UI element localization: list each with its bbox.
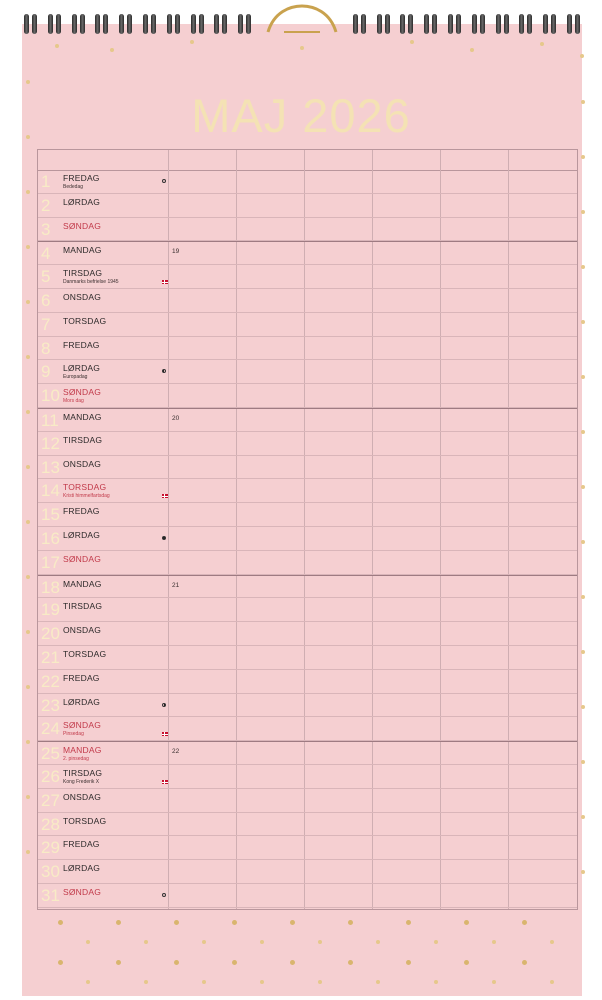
spiral-ring (400, 14, 413, 40)
decorative-dot (376, 980, 380, 984)
decorative-dot (318, 940, 322, 944)
week-number: 19 (172, 248, 180, 256)
decorative-dot (26, 465, 30, 469)
day-name: SØNDAG (63, 387, 102, 398)
decorative-dot (581, 540, 585, 544)
spiral-ring (377, 14, 390, 40)
decorative-dot (110, 48, 114, 52)
spiral-ring (448, 14, 461, 40)
day-row[interactable] (38, 741, 577, 765)
day-number: 11 (41, 411, 59, 430)
spiral-ring (24, 14, 37, 40)
day-row[interactable] (38, 694, 577, 718)
decorative-dot (410, 40, 414, 44)
day-row[interactable] (38, 789, 577, 813)
week-number: 21 (172, 581, 180, 589)
day-number: 29 (41, 838, 60, 858)
day-number: 9 (41, 362, 51, 382)
decorative-dot (434, 980, 438, 984)
decorative-dot (290, 960, 295, 965)
decorative-dot (144, 940, 148, 944)
decorative-dot (581, 760, 585, 764)
day-number: 22 (41, 671, 60, 691)
decorative-dot (581, 595, 585, 599)
moon-phase-icon (162, 536, 166, 540)
day-number: 6 (41, 291, 51, 310)
decorative-dot (116, 960, 121, 965)
day-row[interactable] (38, 456, 577, 480)
decorative-dot (581, 870, 585, 874)
spiral-ring (543, 14, 556, 40)
holiday-note: Mors dag (63, 398, 84, 405)
day-number: 16 (41, 529, 60, 548)
decorative-dot (406, 960, 411, 965)
day-name: TORSDAG (63, 482, 107, 493)
decorative-dot (174, 960, 179, 965)
decorative-dot (26, 685, 30, 689)
spiral-ring (238, 14, 251, 40)
day-row[interactable] (38, 646, 577, 670)
spiral-ring (519, 14, 532, 40)
day-row[interactable] (38, 432, 577, 456)
decorative-dot (260, 980, 264, 984)
day-name: ONSDAG (63, 458, 102, 469)
day-name: TORSDAG (63, 815, 107, 826)
decorative-dot (581, 815, 585, 819)
day-name: LØRDAG (63, 696, 101, 707)
day-row[interactable] (38, 860, 577, 884)
spiral-ring (48, 14, 61, 40)
day-name: TORSDAG (63, 649, 107, 659)
decorative-dot (116, 920, 121, 925)
decorative-dot (434, 940, 438, 944)
decorative-dot (26, 300, 30, 304)
decorative-dot (26, 245, 30, 249)
spiral-rings (24, 14, 580, 40)
decorative-dot (26, 520, 30, 524)
holiday-note: Danmarks befrielse 1945 (63, 279, 119, 286)
day-row[interactable] (38, 337, 577, 361)
day-name: FREDAG (63, 839, 100, 850)
decorative-dot (581, 155, 585, 159)
day-name: SØNDAG (63, 553, 102, 564)
day-number: 1 (41, 172, 51, 191)
day-name: MANDAG (63, 412, 102, 422)
day-row[interactable] (38, 527, 577, 551)
decorative-dot (376, 940, 380, 944)
day-number: 2 (41, 195, 51, 215)
decorative-dot (202, 940, 206, 944)
decorative-dot (26, 190, 30, 194)
day-number: 18 (41, 577, 60, 597)
day-name: MANDAG (63, 745, 102, 756)
decorative-dot (202, 980, 206, 984)
day-number: 15 (41, 505, 60, 525)
calendar-grid (37, 149, 578, 910)
decorative-dot (464, 960, 469, 965)
day-number: 23 (41, 695, 60, 715)
day-number: 26 (41, 767, 60, 786)
danish-flag-icon (162, 280, 168, 284)
day-name: MANDAG (63, 245, 102, 256)
day-row[interactable] (38, 241, 577, 265)
spiral-ring (72, 14, 85, 40)
decorative-dot (26, 795, 30, 799)
holiday-note: Kong Frederik X (63, 779, 100, 785)
day-number: 5 (41, 267, 51, 287)
decorative-dot (26, 575, 30, 579)
day-name: ONSDAG (63, 791, 102, 802)
day-row[interactable] (38, 265, 577, 289)
day-number: 14 (41, 481, 60, 501)
decorative-dot (290, 920, 295, 925)
holiday-note: Kristi himmelfartsdag (63, 493, 110, 500)
holiday-note: Bededag (63, 184, 84, 190)
spiral-ring (119, 14, 132, 40)
hanger-gap (262, 14, 342, 40)
day-row[interactable] (38, 289, 577, 313)
day-number: 3 (41, 219, 51, 239)
day-number: 20 (41, 624, 60, 644)
day-number: 28 (41, 814, 60, 834)
decorative-dot (318, 980, 322, 984)
day-number: 25 (41, 744, 60, 764)
decorative-dot (464, 920, 469, 925)
day-name: LØRDAG (63, 530, 101, 540)
day-row[interactable] (38, 813, 577, 837)
grid-header-row (38, 150, 577, 171)
decorative-dot (581, 705, 585, 709)
decorative-dot (232, 920, 237, 925)
day-row[interactable] (38, 836, 577, 860)
decorative-dot (550, 940, 554, 944)
day-row[interactable] (38, 575, 577, 599)
day-number: 7 (41, 314, 51, 334)
day-name: FREDAG (63, 173, 100, 183)
day-name: TIRSDAG (63, 434, 103, 445)
day-row[interactable] (38, 479, 577, 503)
decorative-dot (492, 980, 496, 984)
day-number: 8 (41, 338, 51, 358)
danish-flag-icon (162, 732, 168, 736)
decorative-dot (26, 850, 30, 854)
decorative-dot (58, 960, 63, 965)
moon-phase-icon (162, 179, 166, 183)
day-name: TIRSDAG (63, 601, 103, 612)
day-number: 10 (41, 386, 60, 406)
day-row[interactable] (38, 218, 577, 242)
spiral-binding (0, 0, 602, 44)
day-name: TORSDAG (63, 315, 107, 326)
decorative-dot (406, 920, 411, 925)
day-number: 17 (41, 552, 60, 572)
day-row[interactable] (38, 384, 577, 408)
day-number: 13 (41, 457, 60, 477)
holiday-note: Pinsedag (63, 731, 84, 738)
decorative-dot (550, 980, 554, 984)
day-row[interactable] (38, 408, 577, 432)
decorative-dot (26, 410, 30, 414)
decorative-dot (86, 980, 90, 984)
decorative-dot (58, 920, 63, 925)
day-row[interactable] (38, 360, 577, 384)
day-row[interactable] (38, 551, 577, 575)
decorative-dot (581, 430, 585, 434)
day-name: MANDAG (63, 578, 102, 589)
day-name: LØRDAG (63, 863, 101, 874)
day-row[interactable] (38, 884, 577, 908)
decorative-dot (581, 375, 585, 379)
moon-phase-icon (162, 369, 166, 373)
day-number: 31 (41, 886, 60, 905)
decorative-dot (470, 48, 474, 52)
spiral-ring (143, 14, 156, 40)
day-row[interactable] (38, 503, 577, 527)
decorative-dot (55, 44, 59, 48)
danish-flag-icon (162, 494, 168, 498)
day-row[interactable] (38, 670, 577, 694)
decorative-dot (144, 980, 148, 984)
danish-flag-icon (162, 780, 168, 784)
holiday-note: 2. pinsedag (63, 756, 89, 763)
day-name: ONSDAG (63, 292, 102, 302)
decorative-dot (581, 650, 585, 654)
decorative-dot (86, 940, 90, 944)
decorative-dot (348, 960, 353, 965)
day-row[interactable] (38, 622, 577, 646)
day-row[interactable] (38, 717, 577, 741)
day-number: 4 (41, 244, 51, 264)
decorative-dot (348, 920, 353, 925)
day-name: ONSDAG (63, 625, 102, 636)
decorative-dot (190, 40, 194, 44)
spiral-ring (167, 14, 180, 40)
week-number: 22 (172, 748, 180, 756)
decorative-dot (26, 355, 30, 359)
day-number: 30 (41, 862, 60, 882)
decorative-dot (540, 42, 544, 46)
spiral-ring (567, 14, 580, 40)
spiral-ring (424, 14, 437, 40)
day-name: SØNDAG (63, 220, 102, 231)
day-row[interactable] (38, 598, 577, 622)
decorative-dot (174, 920, 179, 925)
day-name: SØNDAG (63, 720, 102, 731)
day-name: FREDAG (63, 672, 100, 683)
day-name: TIRSDAG (63, 268, 103, 279)
day-name: FREDAG (63, 506, 100, 517)
decorative-dot (26, 80, 30, 84)
day-row[interactable] (38, 194, 577, 218)
decorative-dot (581, 265, 585, 269)
decorative-dot (232, 960, 237, 965)
decorative-dot (492, 940, 496, 944)
decorative-dot (300, 46, 304, 50)
day-number: 21 (41, 648, 60, 667)
moon-phase-icon (162, 893, 166, 897)
day-name: FREDAG (63, 339, 100, 350)
day-number: 19 (41, 600, 60, 620)
decorative-dot (581, 485, 585, 489)
spiral-ring (472, 14, 485, 40)
spiral-ring (353, 14, 366, 40)
day-row[interactable] (38, 765, 577, 789)
day-name: SØNDAG (63, 887, 102, 897)
month-title: MAJ 2026 (191, 89, 411, 142)
spiral-ring (214, 14, 227, 40)
day-name: LØRDAG (63, 363, 101, 374)
decorative-dot (522, 960, 527, 965)
day-name: TIRSDAG (63, 768, 103, 778)
decorative-dot (580, 54, 584, 58)
decorative-dot (522, 920, 527, 925)
day-number: 24 (41, 719, 60, 739)
decorative-dot (581, 320, 585, 324)
moon-phase-icon (162, 703, 166, 707)
spiral-ring (191, 14, 204, 40)
day-row[interactable] (38, 313, 577, 337)
decorative-dot (26, 630, 30, 634)
decorative-dot (581, 210, 585, 214)
day-row[interactable] (38, 170, 577, 194)
decorative-dot (260, 940, 264, 944)
day-name: LØRDAG (63, 196, 101, 207)
spiral-ring (95, 14, 108, 40)
week-number: 20 (172, 415, 180, 422)
day-number: 27 (41, 790, 60, 810)
decorative-dot (26, 740, 30, 744)
spiral-ring (496, 14, 509, 40)
day-number: 12 (41, 433, 60, 453)
holiday-note: Europadag (63, 374, 88, 381)
